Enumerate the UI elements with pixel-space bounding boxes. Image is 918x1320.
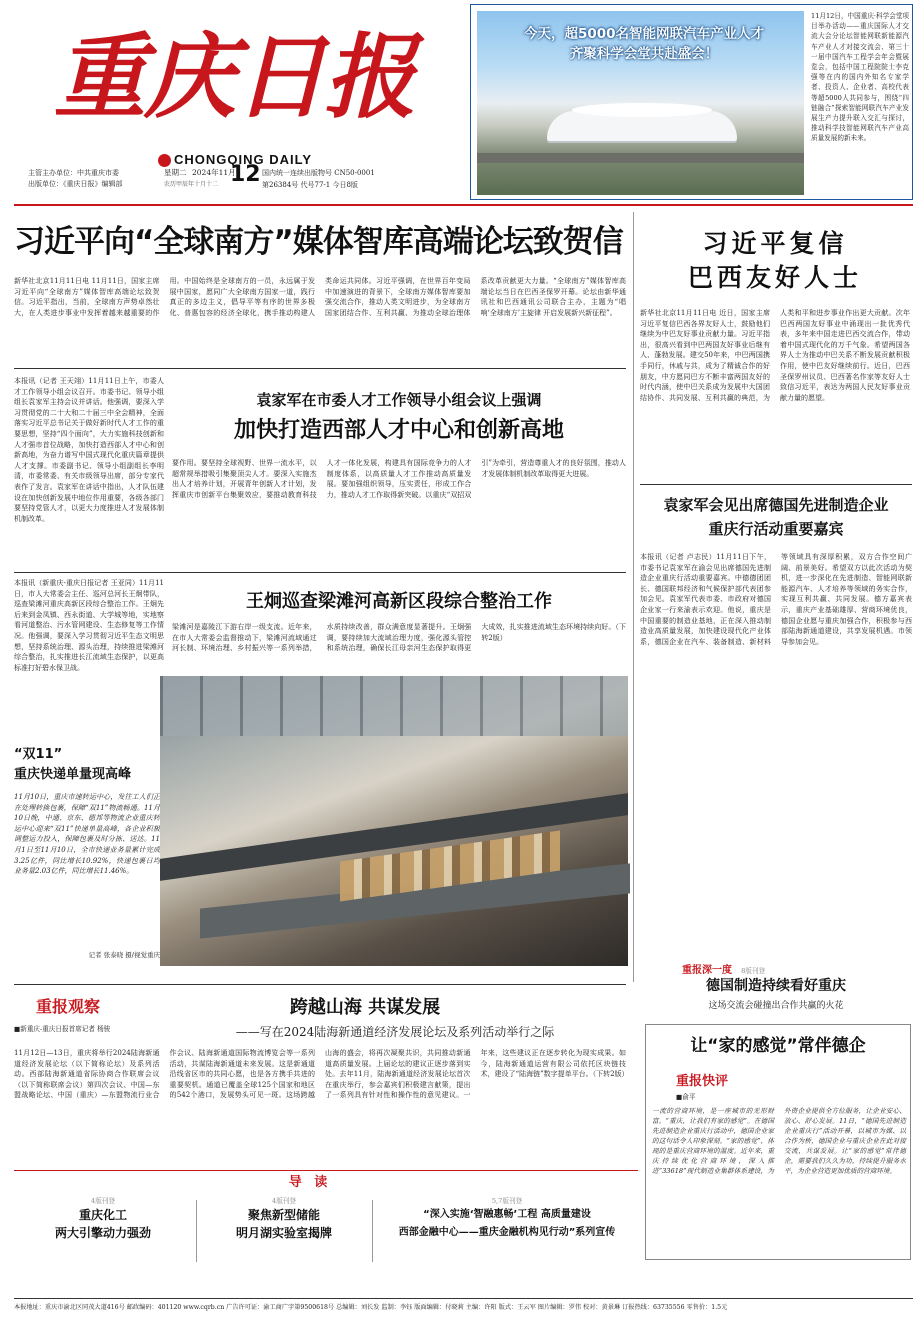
germany-commentary-label <box>682 958 765 977</box>
banner-image <box>477 11 804 195</box>
river-left-text: 本报讯（新重庆-重庆日报记者 王亚同）11月11日，市人大常委会主任、巡河总河长王炯带队，巡查梁滩河重庆高新区段综合整治工作。王炯先后来到金凤镇、西永街道、大学城等地，实地察看河道整治、污水管网建设、生态修复等工作情况。他强调，要深入学习贯彻习近平生态文明思想，坚持系统治理、源头治理，持续推进梁滩河综合整治，扎实推进长江流域生态保护，以更高标准打好碧水保卫战。 <box>14 579 164 672</box>
guide-item-3[interactable] <box>376 1196 638 1266</box>
observation-body: 11月12日—13日，重庆将举行2024陆海新通道经济发展论坛（以下简称论坛）及系列活动。西部陆海新通道省际协商合作联席会议（以下简称联席会议）第四次会议、中国—东盟战略论坛、中国（重庆）—东盟物流行业合作会议、陆海新通道国际物流博览会等一系列活动，共谋陆海新通道未来发展。这是新通道沿线省区市的共同心愿，也是各方携手共进的重要契机。通道已覆盖全球125个国家和地区的542个港口，发展势头可见一斑。这场跨越山海的盛会，将再次凝聚共识，共同推动新通道高质量发展。上届论坛的建议正逐步落到实处。去年11月，陆海新通道经济发展论坛首次在重庆举行，参会嘉宾们积极建言献策，提出了一系列具有针对性和操作性的意见建议。一年来，这些建议正在逐步转化为现实成果。如今，陆海新通道运营有限公司依托区块链技术，建设了“陆海链”数字提单平台。（下转2版） <box>14 1049 629 1100</box>
footer-rule <box>14 1298 913 1299</box>
yuan-body: 本报讯（记者 卢志民）11月11日下午，市委书记袁家军在渝会见出席德国先进制造企业重庆行活动重要嘉宾。中德德团团长、德国联邦经济和气候保护部代表团参加会见。袁家军代表市委、市政府对德国企业家一行来渝表示欢迎。他说，重庆是中国重要的制造业基地，正在深入推动制造业高质量发展，加快建设现代化产业体系，德国企业在汽车、装备制造、新材料等领域具有深厚积累，双方合作空间广阔、前景美好。希望双方以此次活动为契机，进一步深化在先进制造、智能网联新能源汽车、人才培养等领域的务实合作，实现互利共赢、共同发展。德方嘉宾表示，重庆产业基础雄厚、营商环境优良，德国企业愿与重庆加强合作，积极参与西部陆海新通道建设，共享发展机遇。市领导参加会见。 <box>640 553 912 646</box>
germany-commentary-headline: 德国制造持续看好重庆 <box>706 978 846 994</box>
observation-subhead: ——写在2024陆海新通道经济发展论坛及系列活动举行之际 <box>235 1025 555 1039</box>
double11-body: 11月10日，重庆市速转运中心，发往工人们正在处理转换包裹，保障“双11”物流畅通。11月10日晚，中通、京东、德邦等物流企业重庆转运中心迎来“双11”快递单量高峰，各企业积极调整运力投入，保障包裹及时分拣、送达。11月1日至11月10日，全市快递业务量累计完成3.25亿件，同比增长10.92%，快递包裹日均业务量2.03亿件，同比增长11.46%。 <box>14 793 160 876</box>
divider-right-column <box>633 212 634 982</box>
guide-item-line1: “深入实施‘智融惠畅’工程 高质量建设 <box>423 1209 591 1220</box>
river-headline: 王炯巡查梁滩河高新区段综合整治工作 <box>246 591 552 612</box>
banner-box <box>470 4 913 200</box>
guide-item-page: 4版刊登 <box>91 1197 115 1205</box>
banner-headline-1: 今天，超5000名智能网联汽车产业人才 <box>523 26 765 42</box>
banner-headline-2: 齐聚科学会堂共赴盛会！ <box>569 46 719 62</box>
home-commentary-label: 重报快评 <box>676 1074 729 1089</box>
guide-title: 导 读 <box>288 1175 332 1190</box>
double11-photo <box>160 676 628 966</box>
guide-item-line1: 聚焦新型储能 <box>247 1208 320 1222</box>
masthead-info-left-2: 出版单位：《重庆日报》编辑部 <box>28 180 123 188</box>
guide-item-line2: 明月湖实验室揭牌 <box>235 1226 332 1240</box>
masthead-info-left-1: 主管主办单位：中共重庆市委 <box>28 169 119 177</box>
home-commentary-byline: ■俞平 <box>676 1093 696 1101</box>
masthead-issn: 国内统一连续出版物号 CN50-0001 <box>262 169 375 177</box>
river-body: 梁滩河是嘉陵江下游右岸一级支流。近年来，在市人大常委会监督推动下，梁滩河流域通过河长制、环境治理、乡村振兴等一系列举措，水质持续改善，群众满意度显著提升。王炯强调，要持续加大流域治理力度，强化源头管控和系统治理，确保长江母亲河生态保护取得更大成效，扎实推进流域生态环境持续向好。（下转2版） <box>172 623 626 653</box>
side-headline-2: 巴西友好人士 <box>687 263 862 292</box>
home-commentary-headline: 让“家的感觉”常伴德企 <box>690 1036 866 1056</box>
banner-text: 11月12日，中国重庆·科学会堂项目举办活动——重庆国际人才交流大会分论坛智能网联新能源汽车产业人才对接交流会、第三十一届中国汽车工程学会年会暨展览会，包括中国工程院院士李克强等在内的国内外知名专家学者、投资人、企业者、高校代表等超5000人共同参与，围绕“四链融合”探索智能网联汽车产业发展生产力提升联入交汇与探讨，推动科学技智能网联汽车产业高质量发展的新未来。 <box>811 12 910 143</box>
guide-item-1[interactable] <box>14 1196 192 1266</box>
banner-building-roof <box>572 103 712 117</box>
germany-commentary-label-text: 重报深一度 <box>682 965 732 976</box>
observation-byline: ■新重庆-重庆日报首席记者 杨骏 <box>14 1025 111 1033</box>
divider-main <box>14 368 626 369</box>
masthead-rule <box>14 204 913 206</box>
main-story-body: 新华社北京11月11日电 11月11日，国家主席习近平向“全球南方”媒体智库高端论坛致贺信。习近平指出，当前，全球南方声势卓然壮大，在人类进步事业中发挥着越来越重要的作用。中国始终是全球南方的一员，永远属于发展中国家，愿同广大全球南方国家一道，践行真正的多边主义，倡导平等有序的世界多极化、普惠包容的经济全球化，携手推动构建人类命运共同体。习近平强调，在世界百年变局中加速演进的背景下，全球南方媒体智库要加强交流合作，推动人类文明进步，为全球南方国家团结合作、互利共赢、为推动全球治理体系改革贡献更大力量。“全球南方”媒体智库高端论坛当日在巴西圣保罗开幕。论坛由新华通讯社和巴西通讯公司联合主办，主题为“唱响‘全球南方’主旋律 开启发展新兴新征程”。 <box>14 277 626 317</box>
side-headline-1: 习近平复信 <box>702 229 848 258</box>
guide-item-line1: 重庆化工 <box>78 1208 127 1222</box>
yuan-headline-2: 重庆行活动重要嘉宾 <box>708 520 844 538</box>
germany-commentary-tag: 8版刊登 <box>741 967 766 975</box>
guide-rule <box>14 1170 638 1171</box>
masthead-english: CHONGQING DAILY <box>174 152 313 167</box>
guide-item-2[interactable] <box>200 1196 368 1266</box>
guide-item-page: 4版刊登 <box>272 1197 296 1205</box>
guide-divider-1 <box>196 1200 197 1262</box>
masthead-day: 12 <box>230 162 261 187</box>
masthead-date: 2024年11月 <box>192 168 236 177</box>
observation-headline: 跨越山海 共谋发展 <box>289 997 441 1018</box>
masthead-lunar: 农历甲辰年十月十二 <box>164 181 219 188</box>
yuan-headline-1: 袁家军会见出席德国先进制造企业 <box>663 496 889 514</box>
talent-left-text: 本报讯（记者 王天翊）11月11日上午，市委人才工作领导小组会议召开。市委书记、领导小组组长袁家军主持会议并讲话。他强调，要深入学习贯彻党的二十大和二十届三中全会精神，全面落实习近平总书记关于做好新时代人才工作的重要思想，坚持“四个面向”，大力实施科技创新和人才强市首位战略，加快打造西部人才中心和创新高地，为奋力谱写中国式现代化重庆篇章提供人才支撑。市委副书记、领导小组副组长李明清，市委常委、有关市级领导出席，部分专家代表作了发言。袁家军在讲话中指出，人才队伍建设在加快创新发展中地位作用重要，各级各部门要坚持党管人才，以更大力度推进人才发展体制机制改革。 <box>14 377 164 523</box>
home-commentary-body: 一流的营商环境，是一座城市的无形财富。“重庆，让我们有家的感觉”。在德国先进制造企业重庆行活动中，德国企业家的这句话令人印象深刻。“家的感觉”，体现的是重庆营商环境的温度。近年来，重庆持续优化营商环境，深入推进“33618”现代制造业集群体系建设，为外资企业提供全方位服务，让企业安心、放心、舒心发展。11日，“德国先进制造企业重庆行”活动开幕，以城市为媒、以合作为桥，德国企业与重庆企业在此对接交流，共谋发展。让“家的感觉”常伴德企，需要我们久久为功，持续提升服务水平，为企业营造更加优质的营商环境。 <box>652 1107 906 1175</box>
masthead-logo-icon <box>158 154 171 167</box>
main-headline: 习近平向“全球南方”媒体智库高端论坛致贺信 <box>14 224 623 260</box>
guide-item-page: 5,7版刊登 <box>491 1197 523 1205</box>
divider-talent <box>14 572 626 573</box>
guide-item-line2: 两大引擎动力强劲 <box>54 1226 151 1240</box>
talent-headline: 加快打造西部人才中心和创新高地 <box>233 418 564 443</box>
divider-observation <box>14 984 626 985</box>
double11-headline-1: “双11” <box>14 747 63 762</box>
guide-item-line2: 西部金融中心——重庆金融机构见行动”系列宣传 <box>398 1227 616 1238</box>
double11-headline-2: 重庆快递单量现高峰 <box>14 767 132 782</box>
masthead-issue: 第26384号 代号77-1 今日8版 <box>262 181 358 189</box>
guide-divider-2 <box>372 1200 373 1262</box>
masthead-title: 重庆日报 <box>54 23 415 131</box>
masthead-weekday: 星期二 <box>164 168 187 177</box>
germany-commentary-subhead: 这场交流会碰撞出合作共赢的火花 <box>708 1001 844 1011</box>
divider-yuan <box>640 484 912 485</box>
banner-road <box>477 153 804 163</box>
talent-body: 要作用。要坚持全球视野、世界一流水平，以超常规举措吸引集聚顶尖人才。要深入实施杰出人才培养计划，开展青年创新人才计划，发挥重庆市创新平台集聚效应，要推动教育科技人才一体化发展，构建具有国际竞争力的人才制度体系，以高质量人才工作推动高质量发展。要加强组织领导，压实责任，形成工作合力，推动人才工作取得新突破。以重庆“双招双引”为牵引，营造尊重人才的良好氛围，推动人才发展体制机制改革取得更大进展。 <box>172 459 626 499</box>
photo-ceiling <box>160 676 628 736</box>
double11-credit: 记者 张泰晓 摄/视觉重庆 <box>88 951 160 959</box>
talent-subhead: 袁家军在市委人才工作领导小组会议上强调 <box>256 391 542 409</box>
side-story-body: 新华社北京11月11日电 近日，国家主席习近平复信巴西各界友好人士，鼓励他们继续为中巴友好事业贡献力量。习近平指出，很高兴看到中巴两国友好事业后继有人、蓬勃发展。建交50年来，中巴两国携手同行，休戚与共，成为了精诚合作的好朋友，中方愿同巴方不断丰富两国友好的时代内涵，使中巴关系成为发展中大国团结协作、共同发展、互利共赢的典范，为人类和平和进步事业作出更大贡献。次年巴西两国友好事业中涌现出一批优秀代表，多年来中国走进巴西交流合作，带动着中国式现代化的万千气象。希望两国各界人士为推动中巴关系不断发展贡献积极作用，使中巴友好继续前行。近日，巴西圣保罗州议员、巴西著名作家等友好人士致信习近平，表达为两国人民友好事业贡献力量的愿望。 <box>640 309 910 402</box>
footer-text: 本报地址：重庆市渝北区同茂大道416号 邮政编码：401120 www.cqrb.cn 广告许可证：渝工商广字第9500618号 总编辑：刘长发 监制：李钰 版面编辑：付晓莉 主编：许阳 版式：王云军 图片编辑：罗伟 校对：黄景琳 订报热线：63735556 零售价：1.5元 <box>14 1304 728 1311</box>
observation-label: 重报观察 <box>36 997 101 1016</box>
